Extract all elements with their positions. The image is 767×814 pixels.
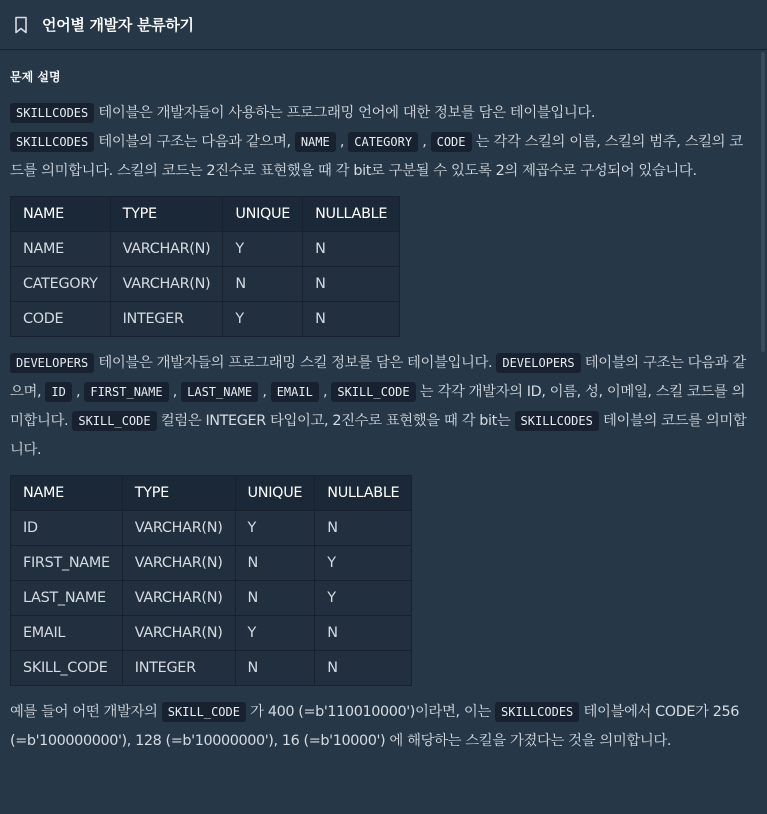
paragraph-example bbox=[10, 698, 750, 756]
inline-code: EMAIL bbox=[271, 382, 319, 402]
inline-code: LAST_NAME bbox=[181, 382, 258, 402]
paragraph-skillcodes bbox=[10, 99, 750, 186]
column-header: NAME bbox=[11, 476, 123, 511]
paragraph-developers bbox=[10, 349, 750, 465]
text: , bbox=[71, 384, 85, 400]
text: 컬럼은 INTEGER 타입이고, 2진수로 표현했을 때 각 bit는 bbox=[156, 413, 515, 429]
inline-code: SKILL_CODE bbox=[162, 702, 246, 722]
column-header: TYPE bbox=[110, 197, 223, 232]
text: , bbox=[318, 384, 332, 400]
table-cell: CATEGORY bbox=[11, 267, 111, 302]
text: 는 각각 스킬의 이름, 스킬의 범주, 스킬의 코드를 의미합니다. 스킬의 코드는 2진수로 표현했을 때 각 bit로 구분될 수 있도록 2의 제곱수로 구성되어 있습니다. bbox=[10, 134, 743, 179]
table-cell: ID bbox=[11, 511, 123, 546]
text: 예를 들어 어떤 개발자의 bbox=[10, 704, 162, 720]
table-cell: SKILL_CODE bbox=[11, 651, 123, 686]
table-cell: N bbox=[235, 546, 315, 581]
column-header: NULLABLE bbox=[303, 197, 400, 232]
text: , bbox=[168, 384, 182, 400]
table-row bbox=[11, 616, 412, 651]
table-cell: VARCHAR(N) bbox=[122, 616, 235, 651]
table-row bbox=[11, 302, 400, 337]
text: , bbox=[418, 134, 431, 150]
bookmark-icon[interactable] bbox=[14, 15, 32, 35]
table-cell: VARCHAR(N) bbox=[110, 232, 223, 267]
inline-code: DEVELOPERS bbox=[496, 353, 580, 373]
column-header: NULLABLE bbox=[315, 476, 412, 511]
scrollbar[interactable] bbox=[761, 52, 765, 352]
table-cell: N bbox=[235, 651, 315, 686]
text: 테이블에서 CODE가 256 (=b'100000000'), 128 (=b'10000000'), 16 (=b'10000') 에 해당하는 스킬을 가졌다는 것을 의미합니다. bbox=[10, 704, 740, 749]
table-cell: N bbox=[315, 651, 412, 686]
skillcodes-schema-table bbox=[10, 196, 400, 337]
table-cell: N bbox=[303, 232, 400, 267]
table-cell: Y bbox=[235, 616, 315, 651]
table-cell: N bbox=[235, 581, 315, 616]
table-cell: VARCHAR(N) bbox=[110, 267, 223, 302]
column-header: UNIQUE bbox=[223, 197, 303, 232]
table-cell: N bbox=[303, 302, 400, 337]
table-cell: FIRST_NAME bbox=[11, 546, 123, 581]
text: 테이블은 개발자들이 사용하는 프로그래밍 언어에 대한 정보를 담은 테이블입니다. bbox=[94, 105, 596, 121]
table-cell: N bbox=[315, 511, 412, 546]
table-row bbox=[11, 546, 412, 581]
column-header: NAME bbox=[11, 197, 111, 232]
table-cell: Y bbox=[223, 302, 303, 337]
text: 는 각각 개발자의 ID, 이름, 성, 이메일, 스킬 코드를 의미합니다. bbox=[10, 384, 746, 429]
table-cell: N bbox=[315, 616, 412, 651]
inline-code: NAME bbox=[295, 132, 336, 152]
inline-code: SKILLCODES bbox=[495, 702, 579, 722]
text: 가 400 (=b'110010000')이라면, 이는 bbox=[245, 704, 496, 720]
inline-code: DEVELOPERS bbox=[10, 353, 94, 373]
table-cell: INTEGER bbox=[110, 302, 223, 337]
table-cell: NAME bbox=[11, 232, 111, 267]
inline-code: FIRST_NAME bbox=[84, 382, 168, 402]
inline-code: CATEGORY bbox=[348, 132, 418, 152]
section-title: 문제 설명 bbox=[10, 70, 61, 84]
inline-code: ID bbox=[45, 382, 71, 402]
table-cell: VARCHAR(N) bbox=[122, 511, 235, 546]
table-cell: Y bbox=[223, 232, 303, 267]
table-cell: VARCHAR(N) bbox=[122, 581, 235, 616]
table-header-row bbox=[11, 476, 412, 511]
inline-code: SKILLCODES bbox=[10, 103, 94, 123]
table-cell: Y bbox=[235, 511, 315, 546]
table-cell: VARCHAR(N) bbox=[122, 546, 235, 581]
problem-description bbox=[0, 50, 755, 756]
column-header: UNIQUE bbox=[235, 476, 315, 511]
text: 테이블의 코드를 의미합니다. bbox=[10, 413, 747, 458]
table-cell: N bbox=[223, 267, 303, 302]
text: , bbox=[258, 384, 271, 400]
table-cell: EMAIL bbox=[11, 616, 123, 651]
inline-code: SKILLCODES bbox=[515, 411, 599, 431]
inline-code: SKILL_CODE bbox=[72, 411, 156, 431]
developers-schema-table bbox=[10, 475, 412, 686]
text: , bbox=[335, 134, 349, 150]
table-row bbox=[11, 511, 412, 546]
table-row bbox=[11, 267, 400, 302]
inline-code: SKILL_CODE bbox=[331, 382, 415, 402]
table-row bbox=[11, 651, 412, 686]
table-row bbox=[11, 232, 400, 267]
table-cell: INTEGER bbox=[122, 651, 235, 686]
column-header: TYPE bbox=[122, 476, 235, 511]
table-header-row bbox=[11, 197, 400, 232]
text: 테이블의 구조는 다음과 같으며, bbox=[94, 134, 295, 150]
inline-code: CODE bbox=[431, 132, 472, 152]
table-row bbox=[11, 581, 412, 616]
table-cell: N bbox=[303, 267, 400, 302]
table-cell: CODE bbox=[11, 302, 111, 337]
problem-title: 언어별 개발자 분류하기 bbox=[42, 16, 194, 34]
table-cell: LAST_NAME bbox=[11, 581, 123, 616]
problem-header bbox=[0, 0, 767, 50]
text: 테이블은 개발자들의 프로그래밍 스킬 정보를 담은 테이블입니다. bbox=[94, 355, 497, 371]
text: 테이블의 구조는 다음과 같으며, bbox=[10, 355, 746, 400]
table-cell: Y bbox=[315, 581, 412, 616]
inline-code: SKILLCODES bbox=[10, 132, 94, 152]
table-cell: Y bbox=[315, 546, 412, 581]
